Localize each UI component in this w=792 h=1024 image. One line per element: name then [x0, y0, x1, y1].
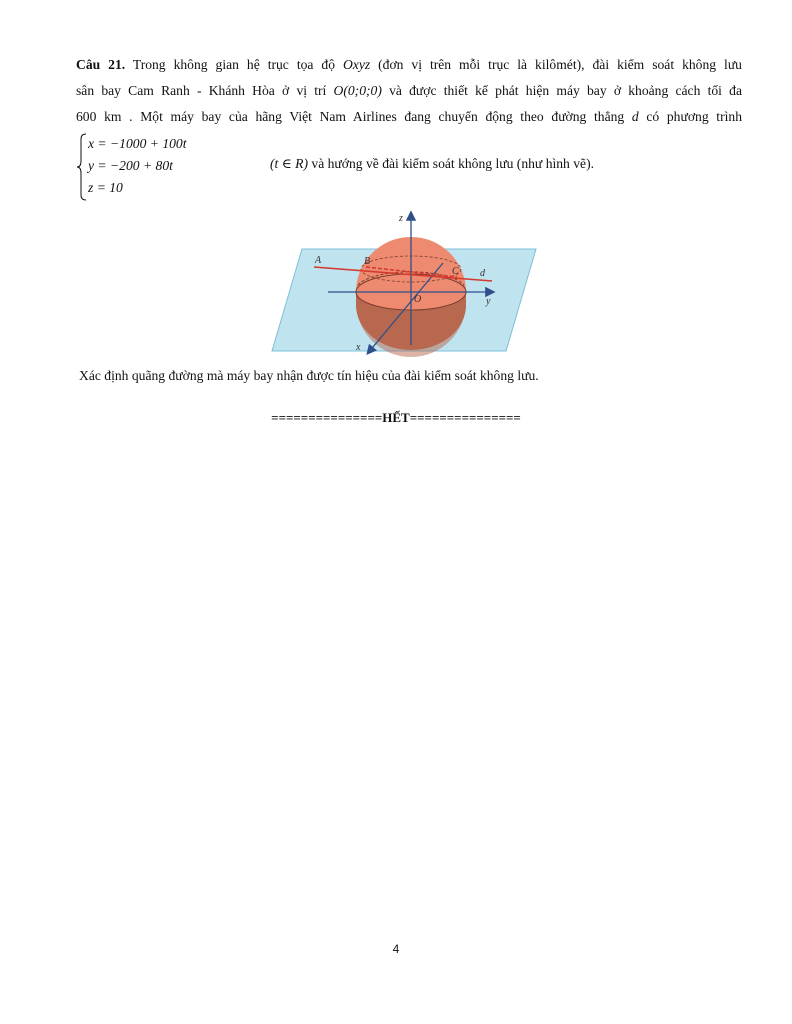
question-text-3b: có phương trình [638, 109, 742, 124]
question-ask: Xác định quãng đường mà máy bay nhận được tín hiệu của đài kiểm soát không lưu. [79, 368, 539, 383]
question-line-1 [76, 52, 742, 78]
parameter-tail-text: và hướng về đài kiểm soát không lưu (như hình vẽ). [308, 156, 595, 171]
left-brace-icon [76, 133, 88, 201]
question-paragraph [76, 52, 742, 130]
label-O: O [414, 294, 422, 305]
origin-point: O(0;0;0) [333, 83, 382, 98]
question-text-2a: sân bay Cam Ranh - Khánh Hòa ở vị trí [76, 83, 334, 98]
question-line-2 [76, 78, 742, 104]
parameter-condition [270, 153, 594, 175]
line-name-d: d [631, 109, 639, 124]
label-C: C [452, 266, 459, 277]
equation-x: x = −1000 + 100t [88, 136, 187, 151]
equation-z: z = 10 [88, 180, 123, 195]
label-z: z [399, 213, 403, 224]
equation-lines [88, 133, 187, 199]
label-A: A [315, 255, 322, 266]
label-x: x [356, 342, 361, 353]
label-B: B [364, 256, 371, 267]
coordinate-system-name: Oxyz [342, 57, 371, 72]
question-number: Câu 21. [76, 57, 126, 72]
question-text-1a: Trong không gian hệ trục tọa độ [125, 57, 343, 72]
parameter-domain: (t ∈ R) [270, 156, 308, 171]
equation-y: y = −200 + 80t [88, 158, 173, 173]
question-text-1b: (đơn vị trên mỗi trục là kilômét), đài kiểm soát không lưu [370, 57, 742, 72]
question-line-3 [76, 104, 742, 130]
sphere-plane-figure [268, 205, 538, 357]
page-number: 4 [392, 942, 400, 956]
end-marker: ===============HẾT=============== [271, 410, 521, 425]
question-text-2b: và được thiết kế phát hiện máy bay ở khoảng cách tối đa [381, 83, 742, 98]
label-y: y [486, 296, 491, 307]
question-text-3a: 600 km . Một máy bay của hãng Việt Nam Airlines đang chuyển động theo đường thẳng [76, 109, 632, 124]
label-d: d [480, 268, 485, 279]
